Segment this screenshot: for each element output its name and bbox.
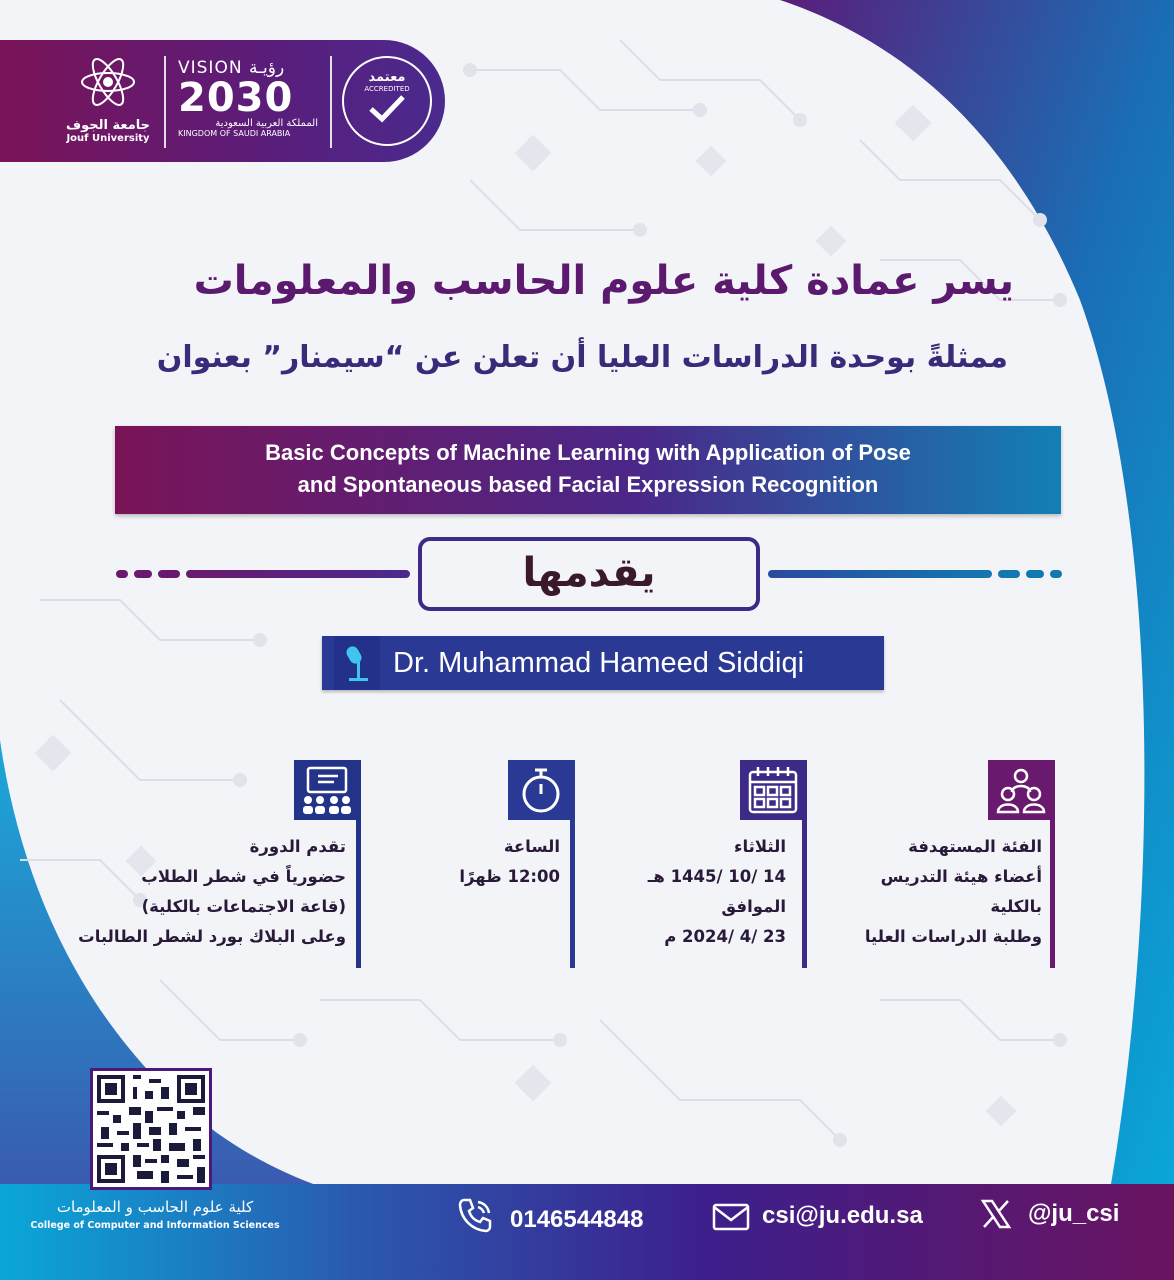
accredited-ar: معتمد — [368, 70, 406, 85]
presentation-icon — [294, 760, 360, 820]
divider-line-left — [186, 570, 410, 578]
jouf-university-logo — [60, 52, 156, 144]
info-date — [600, 832, 786, 952]
seminar-title-banner — [115, 426, 1061, 514]
audience-heading: الفئة المستهدفة — [908, 837, 1042, 856]
date-gregorian: 23 /4 /2024 م — [664, 927, 786, 946]
atom-icon — [78, 52, 138, 112]
audience-line: أعضاء هيئة التدريس — [880, 867, 1042, 886]
kingdom-name-en: KINGDOM OF SAUDI ARABIA — [178, 129, 291, 138]
presented-by-label: يقدمها — [418, 537, 760, 611]
divider-dot — [1026, 570, 1044, 578]
date-hijri: 14 /10 /1445 هـ — [647, 867, 786, 886]
phone-number[interactable]: 0146544848 — [510, 1206, 644, 1233]
kingdom-name-ar: المملكة العربية السعودية — [215, 118, 318, 129]
time-label: الساعة — [503, 837, 560, 856]
email-address[interactable]: csi@ju.edu.sa — [762, 1202, 923, 1229]
info-time — [420, 832, 560, 892]
logo-divider — [164, 56, 166, 148]
info-venue — [40, 832, 346, 952]
seminar-title-line-2: and Spontaneous based Facial Expression Recognition — [297, 472, 879, 497]
divider-dot — [134, 570, 152, 578]
email-icon — [712, 1202, 750, 1232]
qr-code[interactable] — [90, 1068, 212, 1190]
headline-secondary: ممثلةً بوحدة الدراسات العليا أن تعلن عن “سيمنار” بعنوان — [156, 340, 1008, 375]
divider-dot — [116, 570, 128, 578]
audience-line: بالكلية — [990, 897, 1042, 916]
accredited-badge — [342, 56, 432, 146]
university-name-ar: جامعة الجوف — [65, 118, 150, 133]
info-bar-time — [570, 760, 575, 968]
x-handle[interactable]: @ju_csi — [1028, 1200, 1120, 1227]
date-day: الثلاثاء — [734, 837, 786, 856]
info-bar-audience — [1050, 760, 1055, 968]
x-logo-icon — [980, 1198, 1012, 1230]
info-bar-venue — [356, 760, 361, 968]
seminar-title-line-1: Basic Concepts of Machine Learning with Application of Pose — [265, 440, 911, 465]
vision-label: VISION رؤيـة — [178, 58, 285, 78]
qr-code-image — [93, 1071, 209, 1187]
headline-primary: يسر عمادة كلية علوم الحاسب والمعلومات — [193, 258, 1014, 304]
checkmark-icon — [367, 93, 407, 123]
microphone-icon — [334, 636, 380, 690]
people-icon — [988, 760, 1054, 820]
divider-line-right — [768, 570, 992, 578]
time-value: 12:00 ظهرًا — [459, 867, 560, 886]
venue-line: وعلى البلاك بورد لشطر الطالبات — [78, 927, 346, 946]
accredited-en: ACCREDITED — [364, 85, 410, 93]
university-name-en: Jouf University — [66, 133, 150, 144]
divider-dot — [1050, 570, 1062, 578]
date-corresponding: الموافق — [721, 897, 786, 916]
vision-2030-logo — [178, 58, 318, 138]
venue-line: (قاعة الاجتماعات بالكلية) — [141, 897, 346, 916]
venue-heading: تقدم الدورة — [249, 837, 346, 856]
vision-year: 2030 — [178, 75, 294, 121]
info-audience — [820, 832, 1042, 952]
info-bar-date — [802, 760, 807, 968]
college-name — [30, 1198, 280, 1231]
calendar-icon — [740, 760, 806, 820]
college-name-en: College of Computer and Information Sciences — [30, 1220, 280, 1231]
phone-icon — [456, 1196, 494, 1234]
speaker-name: Dr. Muhammad Hameed Siddiqi — [393, 647, 805, 679]
college-name-ar: كلية علوم الحاسب و المعلومات — [56, 1198, 254, 1216]
stopwatch-icon — [508, 760, 574, 820]
divider-dot — [158, 570, 180, 578]
divider-dot — [998, 570, 1020, 578]
logo-divider — [330, 56, 332, 148]
venue-line: حضورياً في شطر الطلاب — [141, 867, 346, 886]
audience-line: وطلبة الدراسات العليا — [864, 927, 1042, 946]
